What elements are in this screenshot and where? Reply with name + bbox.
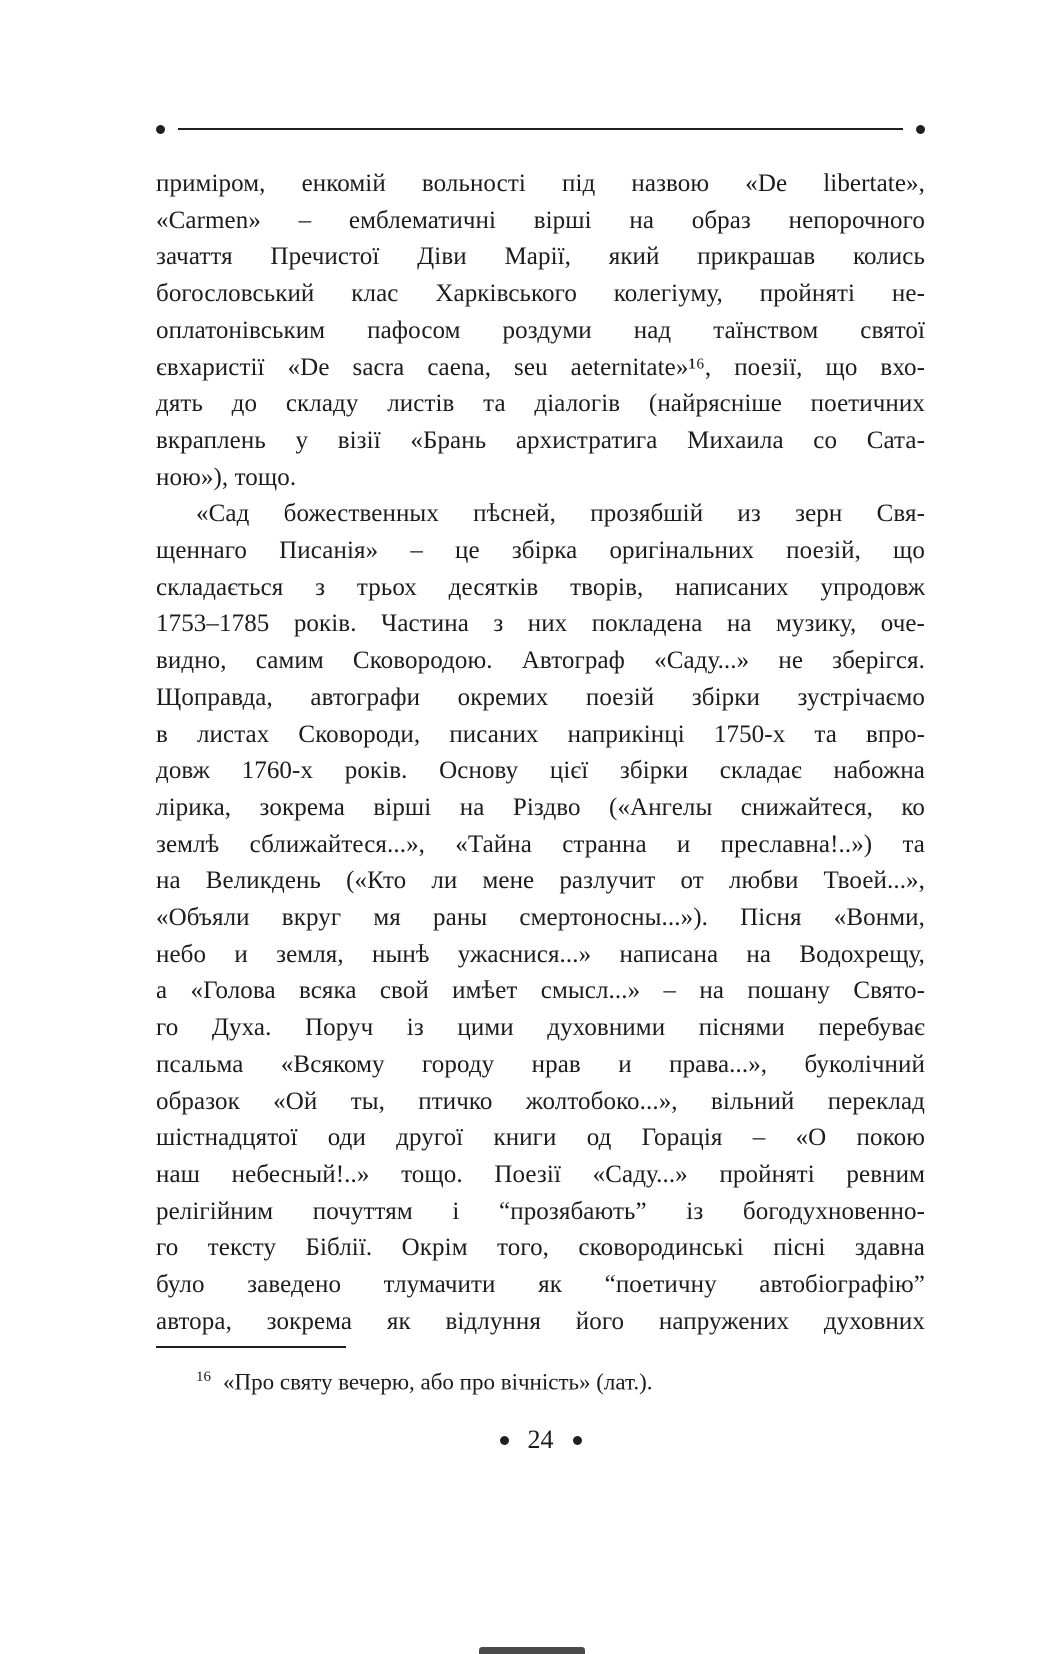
text-line: Щоправда, автографи окремих поезій збірки зустрічаємо — [156, 683, 925, 711]
text-line: го тексту Біблії. Окрім того, сковородинські пісні здавна — [156, 1234, 925, 1262]
text-line: в листах Сковороди, писаних наприкінці 1750-х та впро- — [156, 720, 925, 748]
text-line: «Объяли вкруг мя раны смертоносны...»). Пісня «Вонми, — [156, 904, 925, 932]
text-line: «Carmen» – емблематичні вірші на образ непорочного — [156, 206, 925, 234]
page-number — [156, 1425, 925, 1455]
text-line: го Духа. Поруч із цими духовними піснями перебуває — [156, 1014, 925, 1042]
text-line: образок «Ой ты, птичко жолтобоко...», вільний переклад — [156, 1087, 925, 1115]
body-text — [156, 166, 925, 1341]
header-rule — [156, 124, 925, 134]
text-line: приміром, енкомій вольності під назвою «De libertate», — [156, 170, 925, 197]
text-line: вкраплень у візії «Брань архистратига Михаила со Сата- — [156, 426, 925, 454]
text-line: було заведено тлумачити як “поетичну автобіографію” — [156, 1271, 925, 1299]
page-number-value: 24 — [527, 1425, 554, 1455]
text-line: лірика, зокрема вірші на Різдво («Ангелы снижайтеся, ко — [156, 793, 925, 821]
text-line: автора, зокрема як відлуння його напружених духовних — [156, 1307, 925, 1335]
text-line: псальма «Всякому городу нрав и права...», буколічний — [156, 1050, 925, 1078]
text-line: «Сад божественных пѣсней, прозябшій из зерн Свя- — [196, 500, 925, 528]
footnote-text: «Про святу вечерю, або про вічність» (лат.). — [223, 1369, 653, 1395]
text-line: а «Голова всяка свой имѣет смысл...» – на пошану Свято- — [156, 977, 925, 1005]
text-line: наш небесный!..» тощо. Поезії «Саду...» пройняті ревним — [156, 1160, 925, 1188]
text-line: ною»), тощо. — [156, 463, 297, 491]
text-line: на Великдень («Кто ли мене разлучит от любви Твоей...», — [156, 867, 925, 895]
text-line: землѣ сближайтеся...», «Тайна странна и преславна!..») та — [156, 830, 925, 858]
header-line — [178, 128, 903, 130]
footnote — [156, 1362, 925, 1398]
text-line: 1753–1785 років. Частина з них покладена на музику, оче- — [156, 610, 925, 638]
page-number-bullet-left-icon — [500, 1436, 509, 1445]
text-line: євхаристії «De sacra caena, seu aeternitate»¹⁶, поезії, що вхо- — [156, 353, 925, 381]
header-bullet-left-icon — [156, 125, 165, 134]
text-line: шістнадцятої оди другої книги од Горація – «О покою — [156, 1124, 925, 1152]
footnote-marker: 16 — [196, 1368, 211, 1385]
text-line: релігійним почуттям і “прозябають” із богодухновенно- — [156, 1197, 925, 1225]
text-line: щеннаго Писанія» – це збірка оригінальних поезій, що — [156, 537, 925, 565]
text-line: оплатонівським пафосом роздуми над таїнством святої — [156, 316, 925, 344]
text-line: довж 1760-х років. Основу цієї збірки складає набожна — [156, 757, 925, 785]
header-bullet-right-icon — [916, 125, 925, 134]
text-line: дять до складу листів та діалогів (найрясніше поетичних — [156, 390, 925, 418]
text-line: небо и земля, нынѣ ужаснися...» написана на Водохрещу, — [156, 940, 925, 968]
scan-artifact — [479, 1647, 585, 1654]
text-line: складається з трьох десятків творів, написаних упродовж — [156, 573, 925, 601]
text-line: зачаття Пречистої Діви Марії, який прикрашав колись — [156, 243, 925, 271]
text-line: видно, самим Сковородою. Автограф «Саду...» не зберігся. — [156, 647, 925, 675]
footnote-separator — [156, 1346, 346, 1348]
page-number-bullet-right-icon — [573, 1436, 582, 1445]
text-line: богословський клас Харківського колегіуму, пройняті не- — [156, 280, 925, 308]
